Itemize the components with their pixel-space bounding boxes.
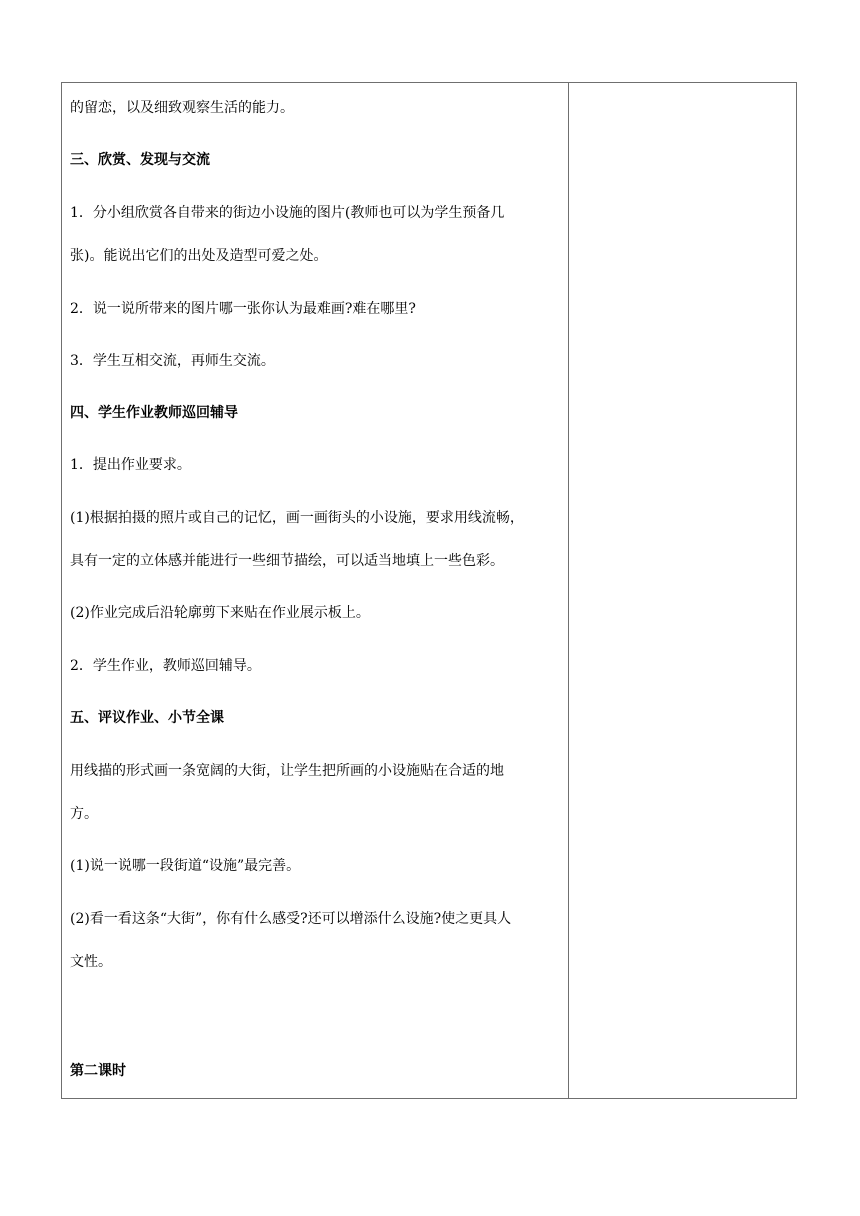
paragraph-line: 1．分小组欣赏各自带来的街边小设施的图片(教师也可以为学生预备几 — [70, 205, 505, 221]
paragraph-line: 张)。能说出它们的出处及造型可爱之处。 — [70, 248, 328, 264]
paragraph-line: 3．学生互相交流，再师生交流。 — [70, 353, 275, 369]
paragraph-line: 1．提出作业要求。 — [70, 457, 191, 473]
lesson-plan-table — [61, 82, 797, 1099]
paragraph-line: 2．说一说所带来的图片哪一张你认为最难画?难在哪里? — [70, 301, 416, 317]
paragraph-line: 文性。 — [70, 954, 112, 970]
lesson-period-heading: 第二课时 — [70, 1063, 126, 1079]
main-content-cell — [62, 83, 568, 1098]
paragraph-line: 的留恋，以及细致观察生活的能力。 — [70, 100, 294, 116]
paragraph-line: 具有一定的立体感并能进行一些细节描绘，可以适当地填上一些色彩。 — [70, 553, 504, 569]
paragraph-line: (2)看一看这条“大街”，你有什么感受?还可以增添什么设施?使之更具人 — [70, 911, 512, 927]
paragraph-line: (1)根据拍摄的照片或自己的记忆，画一画街头的小设施，要求用线流畅， — [70, 510, 524, 526]
paragraph-line: 用线描的形式画一条宽阔的大街，让学生把所画的小设施贴在合适的地 — [70, 763, 504, 779]
paragraph-line: (1)说一说哪一段街道“设施”最完善。 — [70, 858, 301, 874]
section-heading-4: 四、学生作业教师巡回辅导 — [70, 405, 238, 421]
paragraph-line: 2．学生作业，教师巡回辅导。 — [70, 658, 261, 674]
paragraph-line: (2)作业完成后沿轮廓剪下来贴在作业展示板上。 — [70, 605, 370, 621]
section-heading-5: 五、评议作业、小节全课 — [70, 710, 224, 726]
notes-cell — [569, 83, 797, 1098]
paragraph-line: 方。 — [70, 806, 98, 822]
section-heading-3: 三、欣赏、发现与交流 — [70, 152, 210, 168]
